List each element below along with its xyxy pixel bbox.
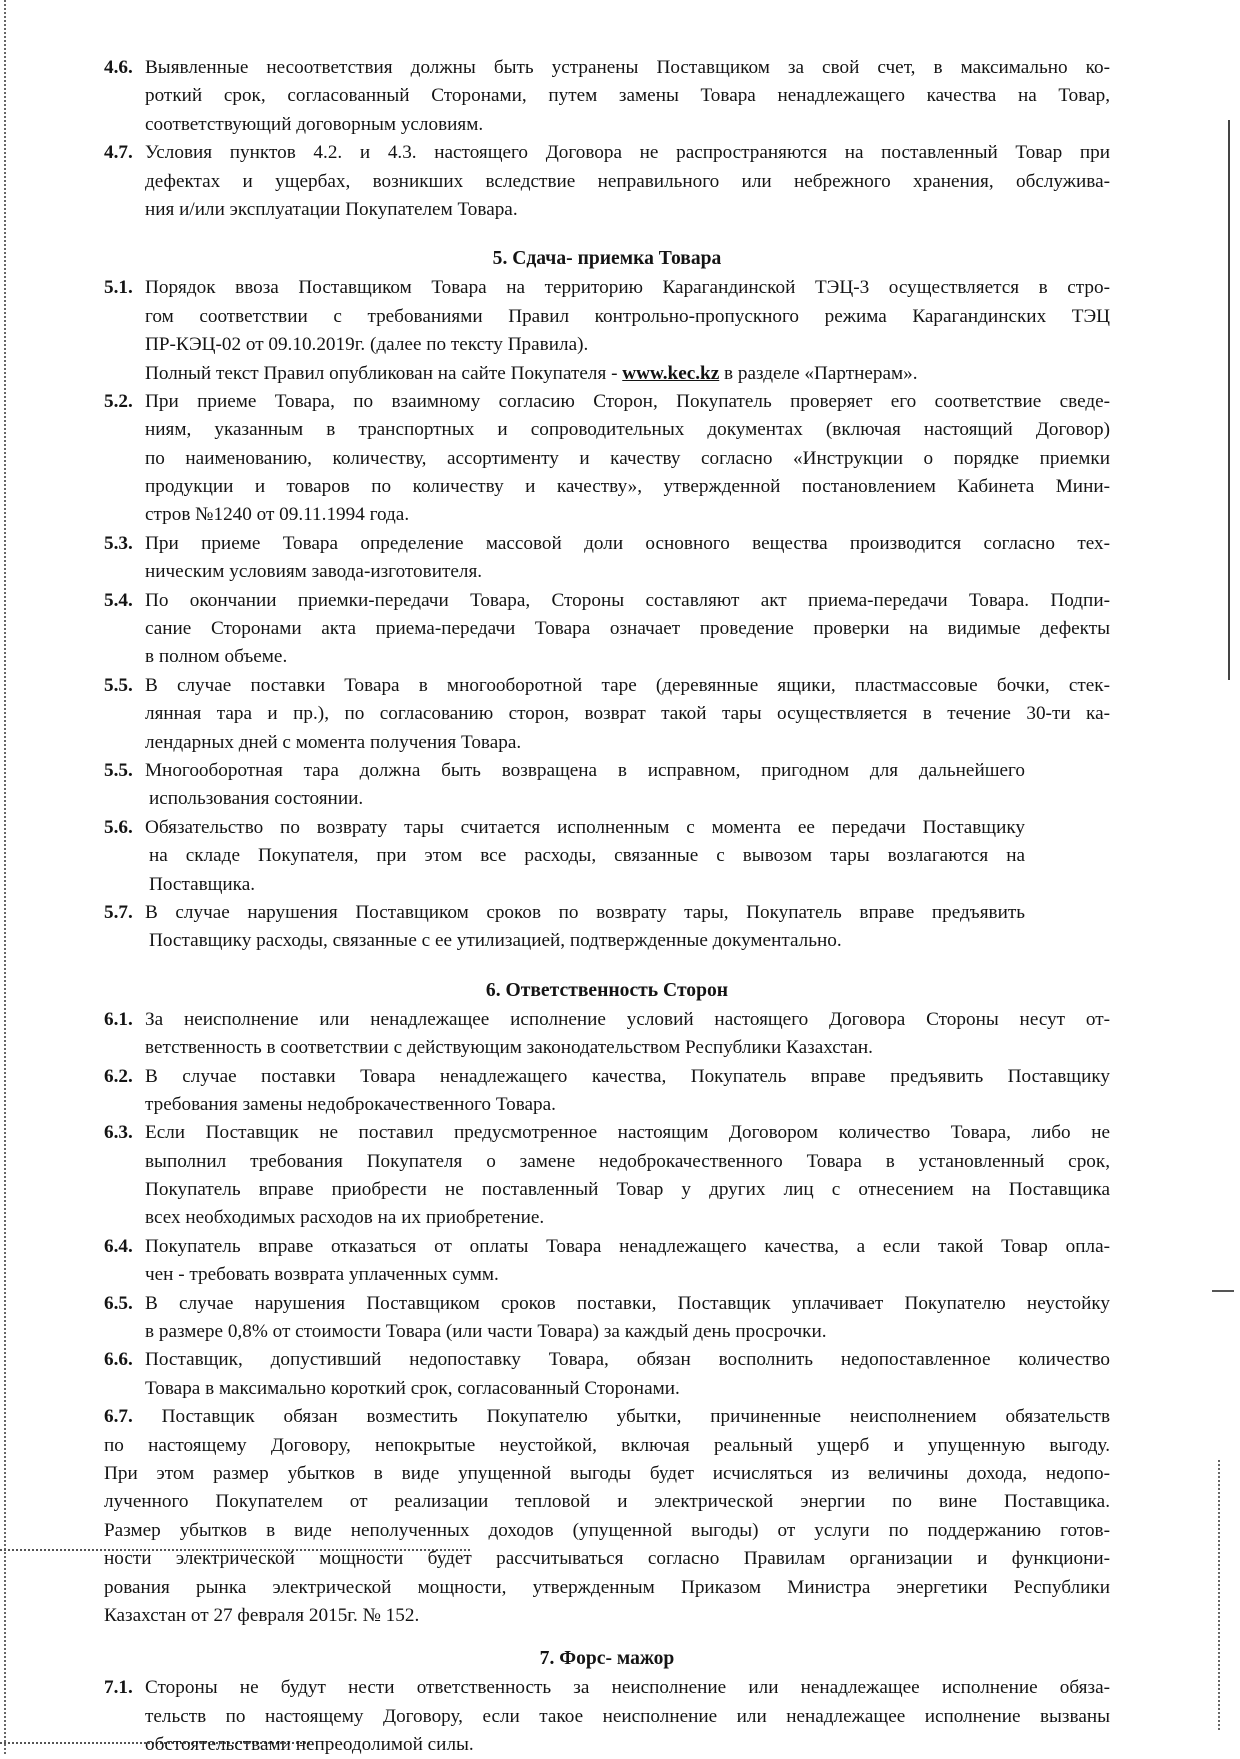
clause-text — [145, 1119, 1110, 1233]
clause-5-7 — [104, 899, 1110, 956]
text-line: на складе Покупателя, при этом все расходы, связанные с вывозом тары возлагаются на — [149, 845, 1025, 867]
clause-number: 5.7. — [104, 901, 133, 923]
clause-5-1 — [104, 274, 1110, 388]
clause-number: 4.6. — [104, 57, 133, 78]
text-line: Поставщик, допустивший недопоставку Товара, обязан восполнить недопоставленное количество — [145, 1349, 1110, 1371]
clause-number: 4.7. — [104, 142, 133, 164]
clause-6-1 — [104, 1006, 1110, 1063]
text-line: При приеме Товара, по взаимному согласию Сторон, Покупатель проверяет его соответствие сведе- — [145, 390, 1110, 412]
clause-number: 5.4. — [104, 589, 133, 611]
text-line: ниям, указанным в транспортных и сопроводительных документах (включая настоящий Договор) — [145, 419, 1110, 441]
clause-6-5 — [104, 1290, 1110, 1347]
clause-text — [145, 587, 1110, 672]
clause-number: 5.3. — [104, 532, 133, 554]
clause-6-7-lines — [104, 1432, 1110, 1631]
clause-number: 5.1. — [104, 277, 133, 299]
text-line: лендарных дней с момента получения Товара. — [145, 731, 522, 753]
clause-text — [145, 899, 1025, 956]
clause-text — [145, 530, 1110, 587]
text-line: За неисполнение или ненадлежащее исполнение условий настоящего Договора Стороны несут от- — [145, 1008, 1110, 1030]
clause-number: 6.7. — [104, 1406, 133, 1428]
text-line: Размер убытков в виде неполученных доходов (упущенной выгоды) от услуги по поддержанию готов- — [104, 1519, 1110, 1541]
text-line: Порядок ввоза Поставщиком Товара на территорию Карагандинской ТЭЦ-3 осуществляется в стро- — [145, 277, 1110, 299]
text-line: Условия пунктов 4.2. и 4.3. настоящего Договора не распространяются на поставленный Товар при — [145, 142, 1110, 164]
text-line: ветственность в соответствии с действующим законодательством Республики Казахстан. — [145, 1037, 873, 1059]
clause-5-2 — [104, 388, 1110, 530]
clause-number: 6.5. — [104, 1292, 133, 1314]
text-line: стров №1240 от 09.11.1994 года. — [145, 504, 410, 526]
clause-text — [145, 1063, 1110, 1120]
clause-text — [145, 1674, 1110, 1759]
text-line: ности электрической мощности будет рассчитываться согласно Правилам организации и функциони- — [104, 1548, 1110, 1570]
clause-number: 5.5. — [104, 674, 133, 696]
text-line: В случае поставки Товара в многооборотной таре (деревянные ящики, пластмассовые бочки, стек- — [145, 674, 1110, 696]
text-line: Стороны не будут нести ответственность за неисполнение или ненадлежащее исполнение обяза- — [145, 1677, 1110, 1699]
text-line: соответствующий договорным условиям. — [145, 113, 484, 135]
clause-text — [145, 1346, 1110, 1403]
text-line: рования рынка электрической мощности, утвержденным Приказом Министра энергетики Республики — [104, 1576, 1110, 1598]
clause-number: 6.6. — [104, 1349, 133, 1371]
text-line: продукции и товаров по количеству и качеству», утвержденной постановлением Кабинета Мини- — [145, 476, 1110, 498]
clause-text — [145, 54, 1110, 139]
clause-number: 6.1. — [104, 1008, 133, 1030]
clause-7-1 — [104, 1674, 1110, 1759]
text-line: всех необходимых расходов на их приобретение. — [145, 1207, 545, 1229]
text-line: сание Сторонами акта приема-передачи Товара означает проведение проверки на видимые дефекты — [145, 618, 1110, 640]
text-line: ния и/или эксплуатации Покупателем Товара. — [145, 198, 518, 220]
text-line: Казахстан от 27 февраля 2015г. № 152. — [104, 1604, 420, 1626]
scan-right-dots — [1218, 1460, 1220, 1730]
text-line: обстоятельствами непреодолимой силы. — [145, 1734, 474, 1756]
section-7-items — [104, 1674, 1110, 1759]
clause-number: 5.2. — [104, 390, 133, 412]
clause-number: 7.1. — [104, 1677, 133, 1699]
text-line: роткий срок, согласованный Сторонами, путем замены Товара ненадлежащего качества на Товар, — [145, 85, 1110, 107]
clause-5-4 — [104, 587, 1110, 672]
clause-number: 6.3. — [104, 1122, 133, 1144]
text-line: лученного Покупателем от реализации тепловой и электрической энергии по вине Поставщика. — [104, 1491, 1110, 1513]
text-line: по настоящему Договору, непокрытые неустойкой, включая реальный ущерб и упущенную выгоду. — [104, 1434, 1110, 1456]
clause-text — [145, 757, 1025, 814]
text-fragment: Полный текст Правил опубликован на сайте Покупателя - — [145, 362, 623, 384]
clause-text — [145, 1290, 1110, 1347]
section-5-items — [104, 274, 1110, 955]
text-line: Многооборотная тара должна быть возвращена в исправном, пригодном для дальнейшего — [145, 759, 1025, 781]
text-line: лянная тара и пр.), по согласованию сторон, возврат такой тары осуществляется в течение 30-ти ка- — [145, 703, 1110, 725]
text-line: по наименованию, количеству, ассортименту и качеству согласно «Инструкции о порядке приемки — [145, 447, 1110, 469]
clause-6-7 — [104, 1403, 1110, 1630]
text-line: гом соответствии с требованиями Правил контрольно-пропускного режима Карагандинских ТЭЦ — [145, 305, 1110, 327]
website-link[interactable]: www.kec.kz — [622, 362, 720, 384]
section-6-items — [104, 1006, 1110, 1403]
section-6-title: 6. Ответственность Сторон — [485, 979, 729, 1001]
clause-text — [145, 388, 1110, 530]
text-line: Обязательство по возврату тары считается исполненным с момента ее передачи Поставщику — [145, 816, 1025, 838]
text-line: использования состоянии. — [149, 788, 364, 810]
text-line: При этом размер убытков в виде упущенной выгоды будет исчисляться из величины дохода, недопо- — [104, 1462, 1110, 1484]
clause-6-3 — [104, 1119, 1110, 1233]
text-line: В случае нарушения Поставщиком сроков поставки, Поставщик уплачивает Покупателю неустойку — [145, 1292, 1110, 1314]
text-line: выполнил требования Покупателя о замене недоброкачественного Товара в установленный срок, — [145, 1150, 1110, 1172]
text-line: В случае поставки Товара ненадлежащего качества, Покупатель вправе предъявить Поставщику — [145, 1065, 1110, 1087]
clause-4-6 — [104, 54, 1110, 139]
clause-number: 6.2. — [104, 1065, 133, 1087]
section-5-title: 5. Сдача- приемка Товара — [492, 248, 722, 270]
clause-text — [145, 672, 1110, 757]
text-line: В случае нарушения Поставщиком сроков по возврату тары, Покупатель вправе предъявить — [145, 901, 1025, 923]
clause-5-6 — [104, 814, 1110, 899]
clause-text: Поставщик обязан возместить Покупателю убытки, причиненные неисполнением обязательств — [161, 1406, 1110, 1428]
clause-text — [145, 814, 1025, 899]
clause-5-5 — [104, 672, 1110, 757]
clause-text — [145, 274, 1110, 388]
text-line: Покупатель вправе приобрести не поставленный Товар у других лиц с отнесением на Поставщика — [145, 1179, 1110, 1201]
clause-text — [145, 1006, 1110, 1063]
text-line: По окончании приемки-передачи Товара, Стороны составляют акт приема-передачи Товара. Подпи- — [145, 589, 1110, 611]
clause-number: 6.4. — [104, 1235, 133, 1257]
scan-left-edge — [4, 0, 6, 1754]
clause-text — [145, 1233, 1110, 1290]
clause-6-7-first-line — [104, 1403, 1110, 1431]
text-line: Поставщика. — [149, 873, 256, 895]
section-4-items — [104, 54, 1110, 224]
clause-5-5 — [104, 757, 1110, 814]
text-line: чен - требовать возврата уплаченных сумм. — [145, 1264, 499, 1286]
text-line: в полном объеме. — [145, 646, 288, 668]
text-line: ПР-КЭЦ-02 от 09.10.2019г. (далее по тексту Правила). — [145, 334, 589, 356]
text-line: При приеме Товара определение массовой доли основного вещества производится согласно тех- — [145, 532, 1110, 554]
clause-number: 5.6. — [104, 816, 133, 838]
clause-5-3 — [104, 530, 1110, 587]
text-fragment: в разделе «Партнерам». — [719, 362, 918, 384]
text-line-with-link — [145, 360, 1110, 388]
clause-6-4 — [104, 1233, 1110, 1290]
clause-6-2 — [104, 1063, 1110, 1120]
text-line: тельств по настоящему Договору, если такое неисполнение или ненадлежащее исполнение вызваны — [145, 1705, 1110, 1727]
clause-text — [145, 139, 1110, 224]
text-line: дефектах и ущербах, возникших вследствие неправильного или небрежного хранения, обслужива- — [145, 170, 1110, 192]
text-line: требования замены недоброкачественного Товара. — [145, 1093, 556, 1115]
text-line: Товара в максимально короткий срок, согласованный Сторонами. — [145, 1377, 680, 1399]
text-line: ническим условиям завода-изготовителя. — [145, 561, 483, 583]
scan-right-tick — [1212, 1290, 1234, 1292]
text-line: Если Поставщик не поставил предусмотренное настоящим Договором количество Товара, либо не — [145, 1122, 1110, 1144]
clause-6-6 — [104, 1346, 1110, 1403]
section-7-title: 7. Форс- мажор — [539, 1648, 675, 1670]
text-line: Выявленные несоответствия должны быть устранены Поставщиком за свой счет, в максимально ко- — [145, 57, 1110, 78]
scan-right-edge — [1228, 120, 1230, 680]
clause-number: 5.5. — [104, 759, 133, 781]
text-line: Покупатель вправе отказаться от оплаты Товара ненадлежащего качества, а если такой Товар опла- — [145, 1235, 1110, 1257]
text-line: Поставщику расходы, связанные с ее утилизацией, подтвержденные документально. — [149, 930, 842, 952]
clause-4-7 — [104, 139, 1110, 224]
text-line: в размере 0,8% от стоимости Товара (или части Товара) за каждый день просрочки. — [145, 1321, 827, 1343]
document-body — [104, 54, 1110, 1759]
